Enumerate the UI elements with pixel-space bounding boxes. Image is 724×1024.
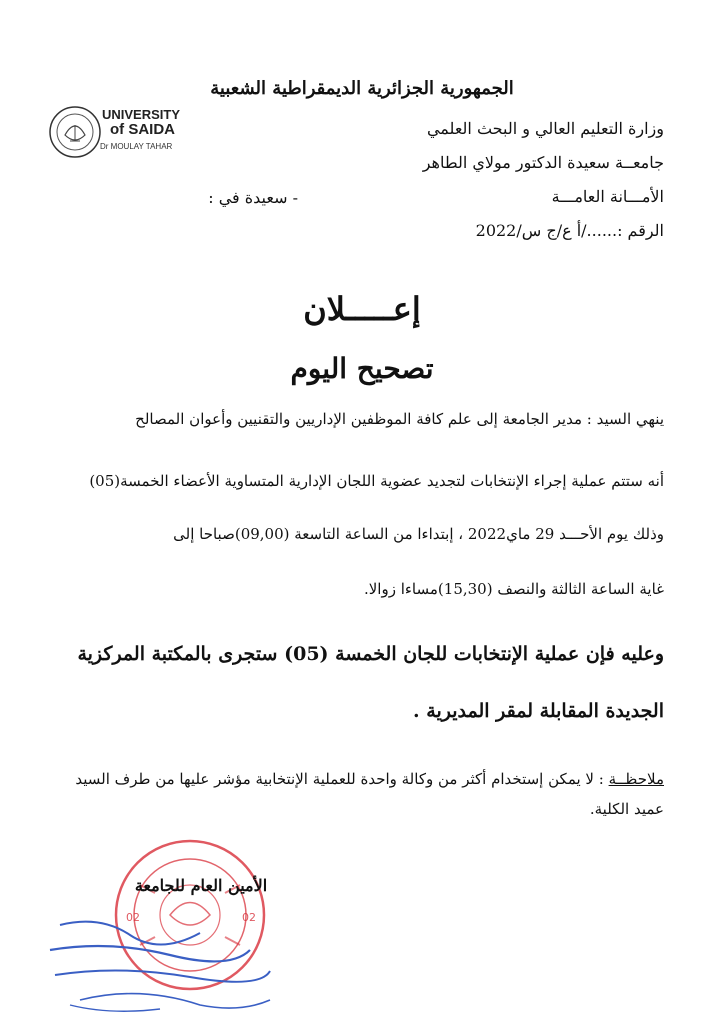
body-line-3: وذلك يوم الأحـــد 29 ماي2022 ، إبتداءا من الساعة التاسعة (09,00)صباحا إلى: [173, 525, 664, 543]
body-line-5: وعليه فإن عملية الإنتخابات للجان الخمسة (05) ستجرى بالمكتبة المركزية: [77, 643, 664, 665]
body-line-4: غاية الساعة الثالثة والنصف (15,30)مساءا زوالا.: [363, 580, 664, 598]
body-line-1: ينهي السيد : مدير الجامعة إلى علم كافة الموظفين الإداريين والتقنيين وأعوان المصالح: [135, 410, 664, 428]
note-paragraph: [44, 764, 664, 824]
secretariat-line: الأمـــانة العامـــة: [551, 187, 664, 206]
svg-text:02: 02: [242, 911, 256, 924]
body-line-2: أنه ستتم عملية إجراء الإنتخابات لتجديد عضوية اللجان الإدارية المتساوية الأعضاء الخمسة(05): [89, 472, 664, 490]
ministry-line: وزارة التعليم العالي و البحث العلمي: [426, 119, 664, 138]
issuer-block: [264, 112, 664, 248]
body-line-6: الجديدة المقابلة لمقر المديرية .: [413, 700, 664, 722]
reference-number: الرقم :....../أ ع/ج س/2022: [475, 221, 664, 240]
university-line: جامعــة سعيدة الدكتور مولاي الطاهر: [422, 153, 664, 172]
note-text: : لا يمكن إستخدام أكثر من وكالة واحدة للعملية الإنتخابية مؤشر عليها من طرف السيد عميد الكلية.: [75, 770, 664, 818]
logo-university-text: UNIVERSITY: [102, 107, 181, 122]
note-label: ملاحظــة: [608, 770, 664, 788]
date-place-line: - سعيدة في :: [208, 188, 298, 207]
correction-subtitle: تصحيح اليوم: [290, 352, 434, 385]
svg-text:02: 02: [126, 911, 140, 924]
announcement-title: إعـــــلان: [303, 290, 421, 328]
secretary-general-title: الأمين العام للجامعة: [134, 876, 268, 895]
logo-saida-text: of SAIDA: [110, 121, 175, 138]
handwritten-signature-icon: [40, 905, 280, 1015]
university-logo: [44, 103, 194, 169]
republic-heading: الجمهورية الجزائرية الديمقراطية الشعبية: [210, 78, 514, 99]
logo-moulay-tahar-text: Dr MOULAY TAHAR: [100, 142, 173, 151]
university-seal-icon: [48, 105, 102, 159]
